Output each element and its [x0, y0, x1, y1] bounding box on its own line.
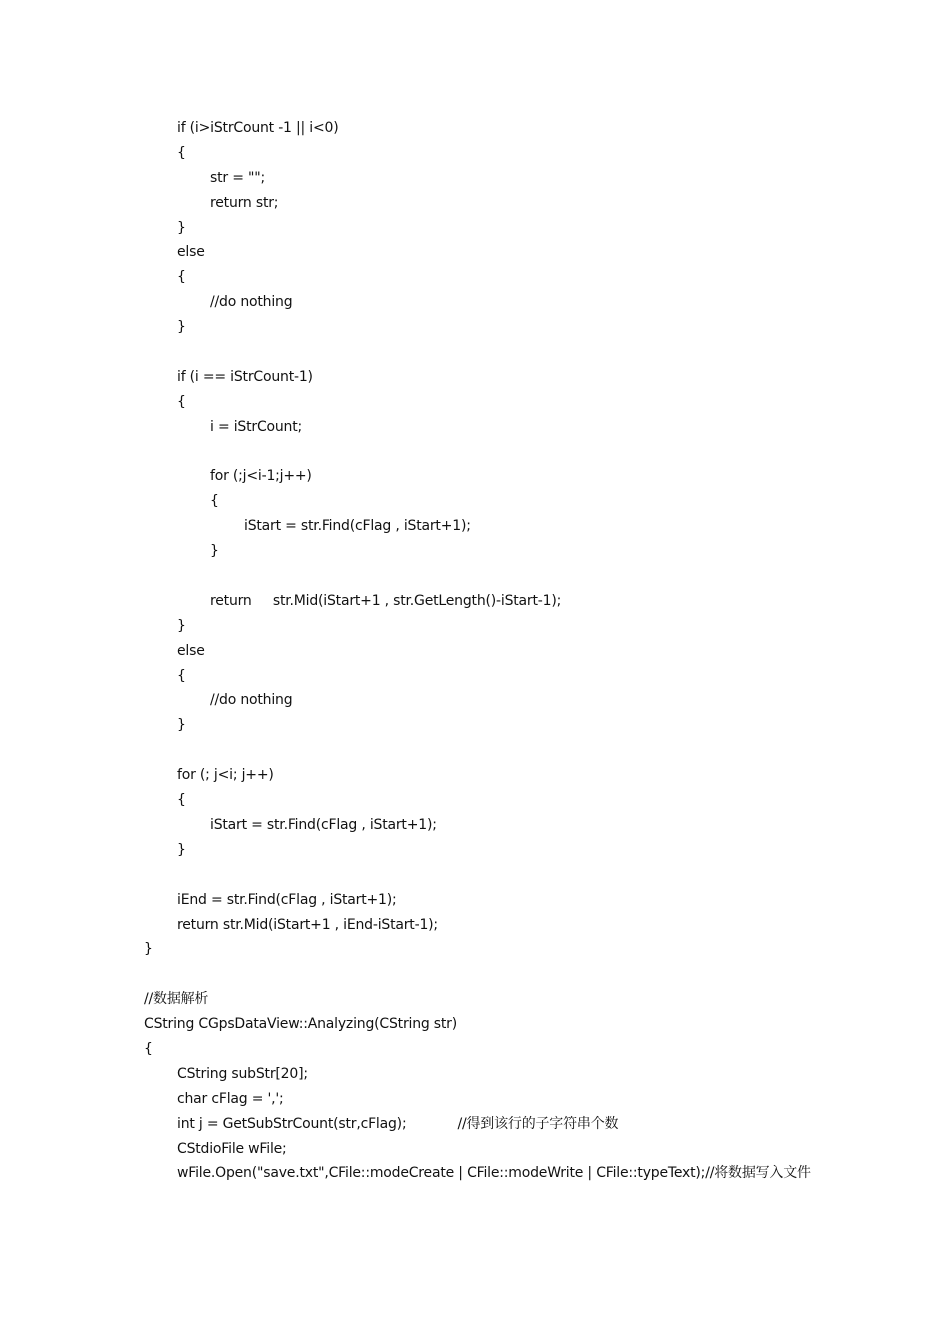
code-line: //do nothing [210, 294, 293, 311]
code-line: return str; [210, 194, 279, 211]
code-line: //do nothing [210, 692, 293, 709]
code-line: else [177, 244, 205, 261]
blank-line [0, 738, 950, 763]
code-line: { [177, 792, 186, 809]
code-line: CString subStr[20]; [177, 1065, 308, 1082]
code-line: } [177, 319, 186, 336]
code-line: //数据解析 [144, 991, 209, 1008]
code-line: wFile.Open("save.txt",CFile::modeCreate | CFile::modeWrite | CFile::typeText);//将数据写入文件 [177, 1165, 811, 1182]
code-line: } [177, 617, 186, 634]
code-listing [0, 116, 950, 1186]
code-line: else [177, 642, 205, 659]
code-line: str = ""; [210, 169, 265, 186]
code-line: { [177, 144, 186, 161]
blank-line [0, 863, 950, 888]
code-line: { [177, 393, 186, 410]
code-line: } [144, 941, 153, 958]
code-line: iStart = str.Find(cFlag , iStart+1); [244, 518, 471, 535]
code-line: CStdioFile wFile; [177, 1140, 287, 1157]
code-line: if (i == iStrCount-1) [177, 368, 313, 385]
code-line: CString CGpsDataView::Analyzing(CString str) [144, 1016, 458, 1033]
code-line: for (; j<i; j++) [177, 767, 274, 784]
blank-line [0, 340, 950, 365]
code-line: return str.Mid(iStart+1 , str.GetLength()-iStart-1); [210, 592, 562, 609]
blank-line [0, 962, 950, 987]
code-line: char cFlag = ','; [177, 1090, 284, 1107]
code-line: { [210, 493, 219, 510]
code-line: } [177, 841, 186, 858]
code-line: if (i>iStrCount -1 || i<0) [177, 120, 339, 136]
code-line: for (;j<i-1;j++) [210, 468, 312, 485]
code-line: { [144, 1040, 153, 1057]
blank-line [0, 440, 950, 465]
code-line: return str.Mid(iStart+1 , iEnd-iStart-1); [177, 916, 438, 933]
code-line: { [177, 667, 186, 684]
code-line: { [177, 269, 186, 286]
code-line: int j = GetSubStrCount(str,cFlag); //得到该行的子字符串个数 [177, 1115, 619, 1132]
code-line: iStart = str.Find(cFlag , iStart+1); [210, 816, 437, 833]
code-line: i = iStrCount; [210, 418, 303, 435]
blank-line [0, 564, 950, 589]
code-line: } [177, 717, 186, 734]
code-line: } [177, 219, 186, 236]
code-line: } [210, 543, 219, 560]
code-line: iEnd = str.Find(cFlag , iStart+1); [177, 891, 397, 908]
